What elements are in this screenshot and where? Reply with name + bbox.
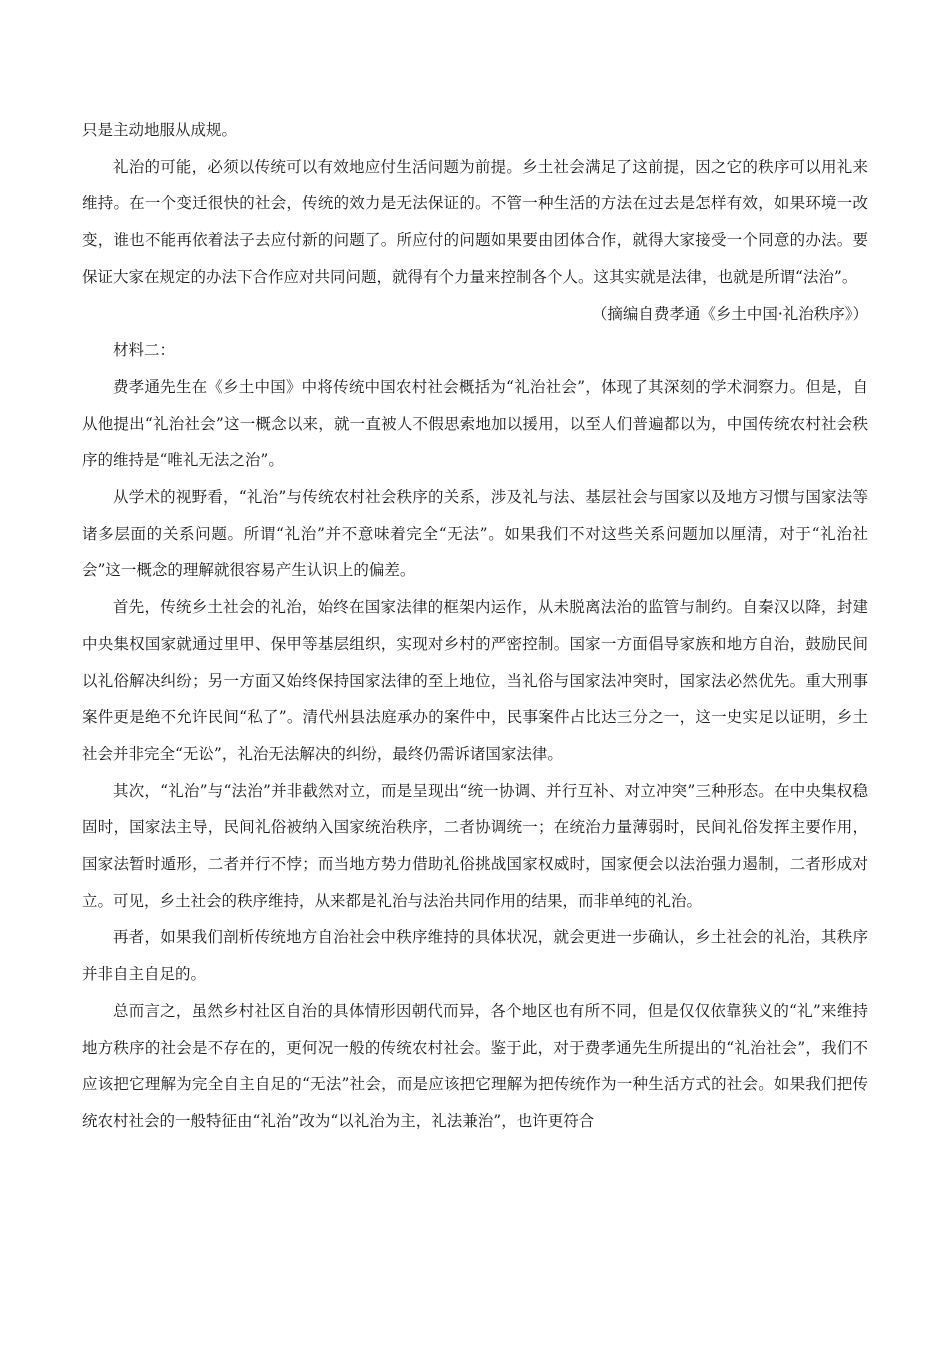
- paragraph-7: 再者，如果我们剖析传统地方自治社会中秩序维持的具体状况，就会更进一步确认，乡土社会的礼治，其秩序并非自主自足的。: [82, 928, 868, 984]
- material-heading: 材料二：: [113, 341, 176, 360]
- paragraph-6: 其次，“礼治”与“法治”并非截然对立，而是呈现出“统一协调、并行互补、对立冲突”三种形态。在中央集权稳固时，国家法主导，民间礼俗被纳入国家统治秩序，二者协调统一；在统治力量薄弱时，民间礼俗发挥主要作用，国家法暂时遁形，二者并行不悖；而当地方势力借助礼俗挑战国家权威时，国家便会以法治强力遏制，二者形成对立。可见，乡土社会的秩序维持，从来都是礼治与法治共同作用的结果，而非单纯的礼治。: [82, 781, 868, 910]
- paragraph-8: 总而言之，虽然乡村社区自治的具体情形因朝代而异，各个地区也有所不同，但是仅仅依靠狭义的“礼”来维持地方秩序的社会是不存在的，更何况一般的传统农村社会。鉴于此，对于费孝通先生所提出的“礼治社会”，我们不应该把它理解为完全自主自足的“无法”社会，而是应该把它理解为把传统作为一种生活方式的社会。如果我们把传统农村社会的一般特征由“礼治”改为“以礼治为主，礼法兼治”，也许更符合: [82, 1001, 868, 1130]
- source-citation: （摘编自费孝通《乡土中国·礼治秩序》）: [591, 304, 868, 323]
- paragraph-4: 从学术的视野看，“礼治”与传统农村社会秩序的关系，涉及礼与法、基层社会与国家以及地方习惯与国家法等诸多层面的关系问题。所谓“礼治”并不意味着完全“无法”。如果我们不对这些关系问题加以厘清，对于“礼治社会”这一概念的理解就很容易产生认识上的偏差。: [82, 488, 868, 580]
- paragraph-2: 礼治的可能，必须以传统可以有效地应付生活问题为前提。乡土社会满足了这前提，因之它的秩序可以用礼来维持。在一个变迁很快的社会，传统的效力是无法保证的。不管一种生活的方法在过去是怎样有效，如果环境一改变，谁也不能再依着法子去应付新的问题了。所应付的问题如果要由团体合作，就得大家接受一个同意的办法。要保证大家在规定的办法下合作应对共同问题，就得有个力量来控制各个人。这其实就是法律，也就是所谓“法治”。: [82, 157, 868, 286]
- paragraph-1: 只是主动地服从成规。: [82, 121, 238, 139]
- paragraph-3: 费孝通先生在《乡土中国》中将传统中国农村社会概括为“礼治社会”，体现了其深刻的学术洞察力。但是，自从他提出“礼治社会”这一概念以来，就一直被人不假思索地加以援用，以至人们普遍都以为，中国传统农村社会秩序的维持是“唯礼无法之治”。: [82, 377, 868, 470]
- paragraph-5: 首先，传统乡土社会的礼治，始终在国家法律的框架内运作，从未脱离法治的监管与制约。自秦汉以降，封建中央集权国家就通过里甲、保甲等基层组织，实现对乡村的严密控制。国家一方面倡导家族和地方自治，鼓励民间以礼俗解决纠纷；另一方面又始终保持国家法律的至上地位，当礼俗与国家法冲突时，国家法必然优先。重大刑事案件更是绝不允许民间“私了”。清代州县法庭承办的案件中，民事案件占比达三分之一，这一史实足以证明，乡土社会并非完全“无讼”，礼治无法解决的纠纷，最终仍需诉诸国家法律。: [82, 598, 868, 763]
